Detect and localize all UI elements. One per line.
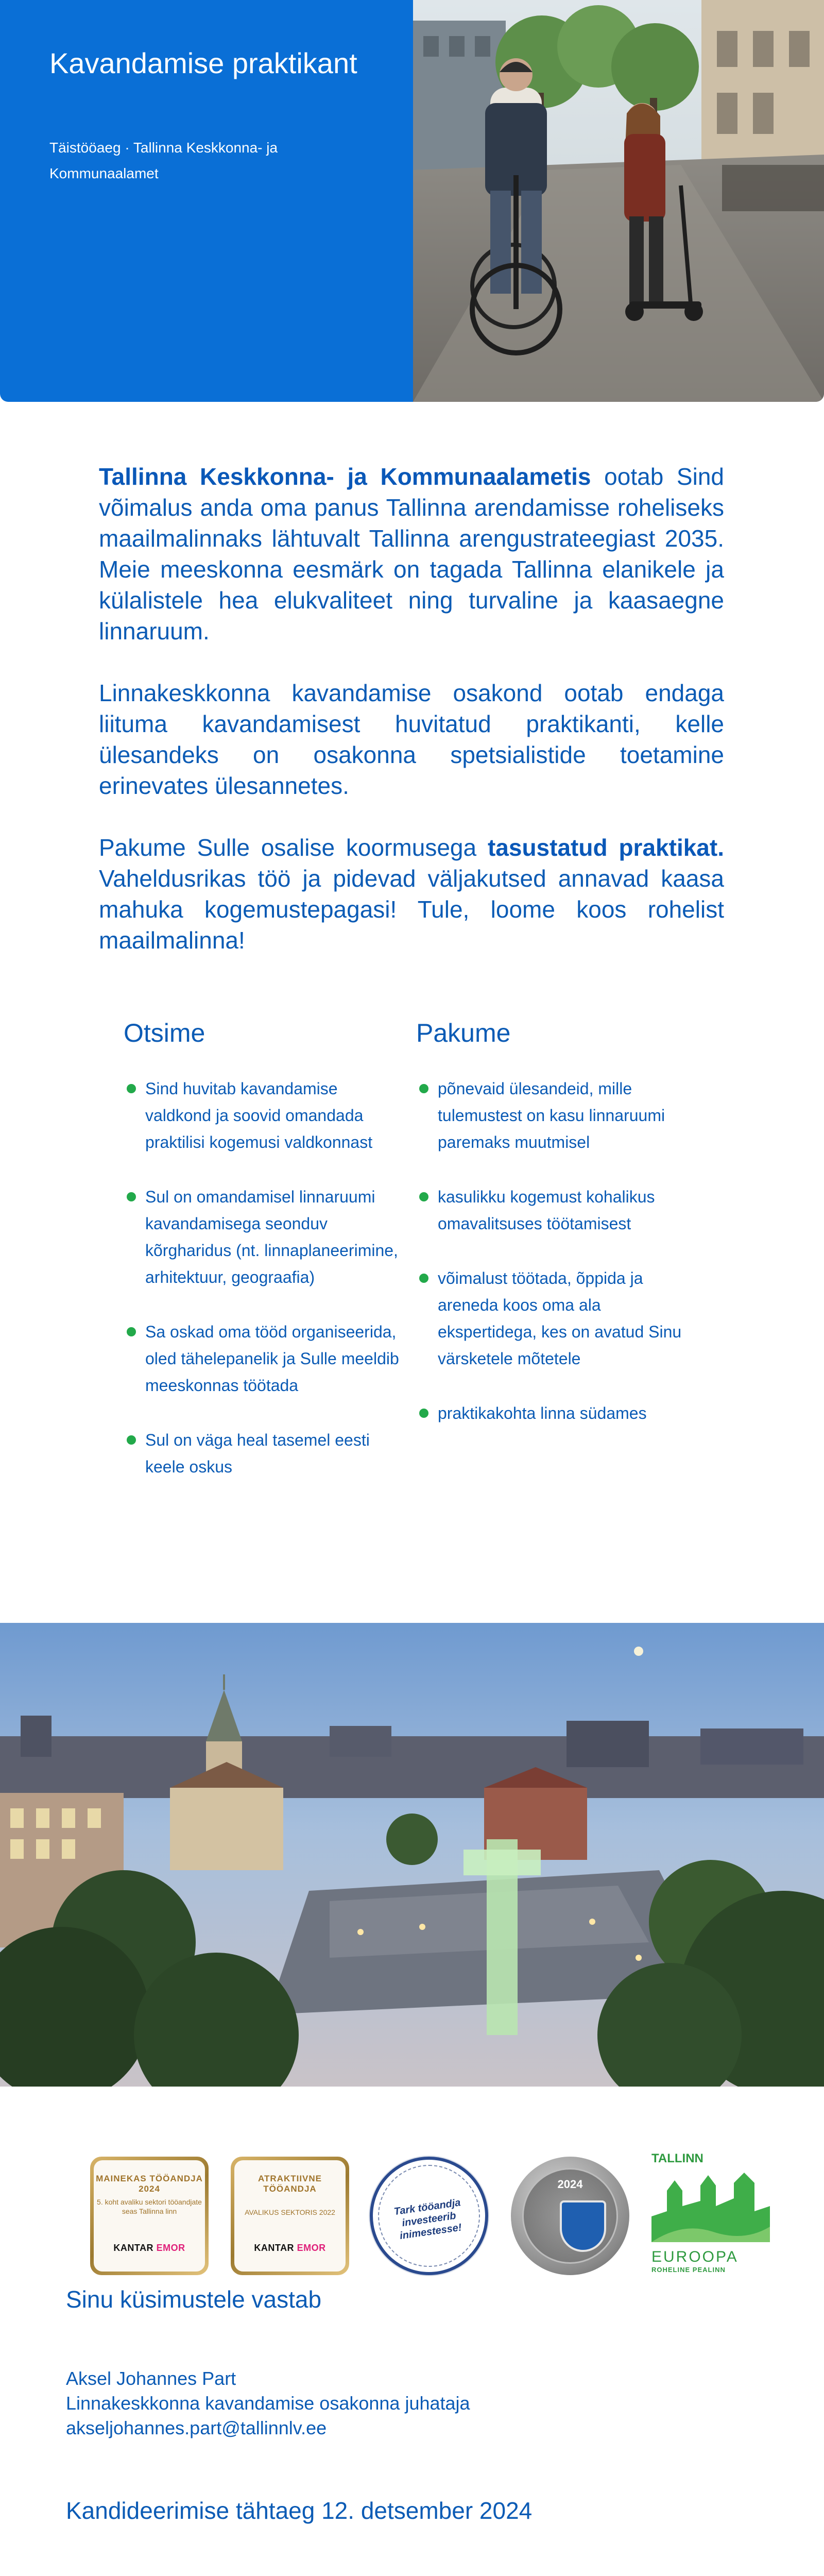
list-item-text: Sul on väga heal tasemel eesti keele oskus xyxy=(145,1431,370,1476)
intro-p3-end: Vaheldusrikas töö ja pidevad väljakutsed annavad kaasa mahuka kogemustepagasi! Tule, loome koos rohelist maailmalinna! xyxy=(99,865,724,954)
contact-email-link[interactable]: akseljohannes.part@tallinnlv.ee xyxy=(66,2417,327,2438)
green-capital-subtitle: ROHELINE PEALINN xyxy=(651,2266,726,2274)
list-item xyxy=(124,1427,402,1480)
intro-text xyxy=(99,461,724,987)
intro-paragraph-1 xyxy=(99,461,724,647)
badge-subtitle: 5. koht avaliku sektori tööandjate seas Tallinna linn xyxy=(97,2198,202,2215)
contact-name: Aksel Johannes Part xyxy=(66,2368,236,2389)
list-item xyxy=(416,1075,694,1156)
silver-award-seal xyxy=(511,2157,629,2275)
badge-title: ATRAKTIIVNE TÖÖANDJA xyxy=(258,2174,322,2194)
logo-part-a: KANTAR xyxy=(113,2243,154,2253)
offering-column xyxy=(416,1018,694,1454)
list-item xyxy=(416,1400,694,1427)
bullet-dot-icon xyxy=(419,1274,428,1283)
green-skyline-icon xyxy=(651,2170,770,2247)
bullet-dot-icon xyxy=(419,1409,428,1418)
hero-panel xyxy=(0,0,413,402)
intro-org-name: Tallinna Keskkonna- ja Kommunaalametis xyxy=(99,463,591,490)
list-item-text: Sind huvitab kavandamise valdkond ja soovid omandada praktilisi kogemusi valdkonnast xyxy=(145,1079,373,1151)
badge-title: MAINEKAS TÖÖANDJA 2024 xyxy=(96,2174,203,2194)
offering-list xyxy=(416,1075,694,1427)
offering-heading: Pakume xyxy=(416,1019,511,1047)
hero-photo xyxy=(413,0,824,402)
list-item-text: praktikakohta linna südames xyxy=(438,1404,647,1422)
list-item xyxy=(124,1318,402,1399)
logo-part-a: KANTAR xyxy=(254,2243,295,2253)
list-item xyxy=(124,1183,402,1291)
job-subtitle: Täistööaeg · Tallinna Keskkonna- ja Kommunaalamet xyxy=(49,140,278,181)
seeking-heading: Otsime xyxy=(124,1019,205,1047)
job-title: Kavandamise praktikant xyxy=(49,47,357,79)
list-item xyxy=(124,1075,402,1156)
green-capital-europe: EUROOPA xyxy=(651,2248,739,2265)
seeking-column xyxy=(124,1018,402,1508)
list-item-text: Sul on omandamisel linnaruumi kavandamisega seonduv kõrgharidus (nt. linnaplaneerimine, arhitektuur, geograafia) xyxy=(145,1188,398,1286)
bullet-dot-icon xyxy=(127,1084,136,1093)
badge-subtitle: AVALIKUS SEKTORIS 2022 xyxy=(245,2208,335,2216)
intro-paragraph-3 xyxy=(99,832,724,956)
intro-paid-internship: tasustatud praktikat. xyxy=(487,834,724,861)
seal-text: Tark tööandja investeerib inimestesse! xyxy=(393,2197,462,2242)
intro-p1-text: ootab Sind võimalus anda oma panus Tallinna arendamisse roheliseks maailmalinnaks lähtuvalt Tallinna arengustrateegiast 2035. Meie meeskonna eesmärk on tagada Tallinna elanikele ja külalistele hea elukvaliteet ning turvaline ja kaasaegne linnaruum. xyxy=(99,463,724,645)
contact-details xyxy=(66,2366,470,2441)
green-capital-title: TALLINN xyxy=(651,2151,703,2165)
bullet-dot-icon xyxy=(127,1327,136,1336)
list-item-text: kasulikku kogemust kohalikus omavalitsuses töötamisest xyxy=(438,1188,655,1233)
kantar-emor-logo xyxy=(234,2243,346,2253)
bullet-dot-icon xyxy=(127,1192,136,1201)
european-green-capital-logo xyxy=(651,2151,770,2280)
attractive-employer-badge xyxy=(231,2157,349,2275)
intro-p3-start: Pakume Sulle osalise koormusega xyxy=(99,834,488,861)
award-badges xyxy=(88,2151,752,2280)
list-item-text: võimalust töötada, õppida ja areneda koos oma ala ekspertidega, kes on avatud Sinu värsketele mõtetele xyxy=(438,1269,682,1368)
smart-employer-seal xyxy=(370,2157,488,2275)
bullet-dot-icon xyxy=(127,1435,136,1445)
bullet-dot-icon xyxy=(419,1192,428,1201)
logo-part-b: EMOR xyxy=(156,2243,185,2253)
list-item-text: põnevaid ülesandeid, mille tulemustest on kasu linnaruumi paremaks muutmisel xyxy=(438,1079,665,1151)
kantar-emor-logo xyxy=(94,2243,205,2253)
application-deadline: Kandideerimise tähtaeg 12. detsember 2024 xyxy=(66,2497,533,2524)
contact-heading: Sinu küsimustele vastab xyxy=(66,2286,322,2313)
list-item xyxy=(416,1183,694,1237)
coat-of-arms-icon xyxy=(560,2200,606,2252)
list-item xyxy=(416,1265,694,1372)
bullet-dot-icon xyxy=(419,1084,428,1093)
logo-part-b: EMOR xyxy=(297,2243,326,2253)
intro-paragraph-2: Linnakeskkonna kavandamise osakond ootab endaga liituma kavandamisest huvitatud praktikanti, kelle ülesandeks on osakonna spetsialistide toetamine erinevates ülesannetes. xyxy=(99,680,724,799)
reputable-employer-badge xyxy=(90,2157,209,2275)
city-photo xyxy=(0,1623,824,2087)
list-item-text: Sa oskad oma tööd organiseerida, oled tähelepanelik ja Sulle meeldib meeskonnas töötada xyxy=(145,1323,399,1395)
seal-year: 2024 xyxy=(557,2178,583,2191)
contact-role: Linnakeskkonna kavandamise osakonna juhataja xyxy=(66,2393,470,2414)
hero-banner xyxy=(0,0,824,402)
seeking-list xyxy=(124,1075,402,1480)
